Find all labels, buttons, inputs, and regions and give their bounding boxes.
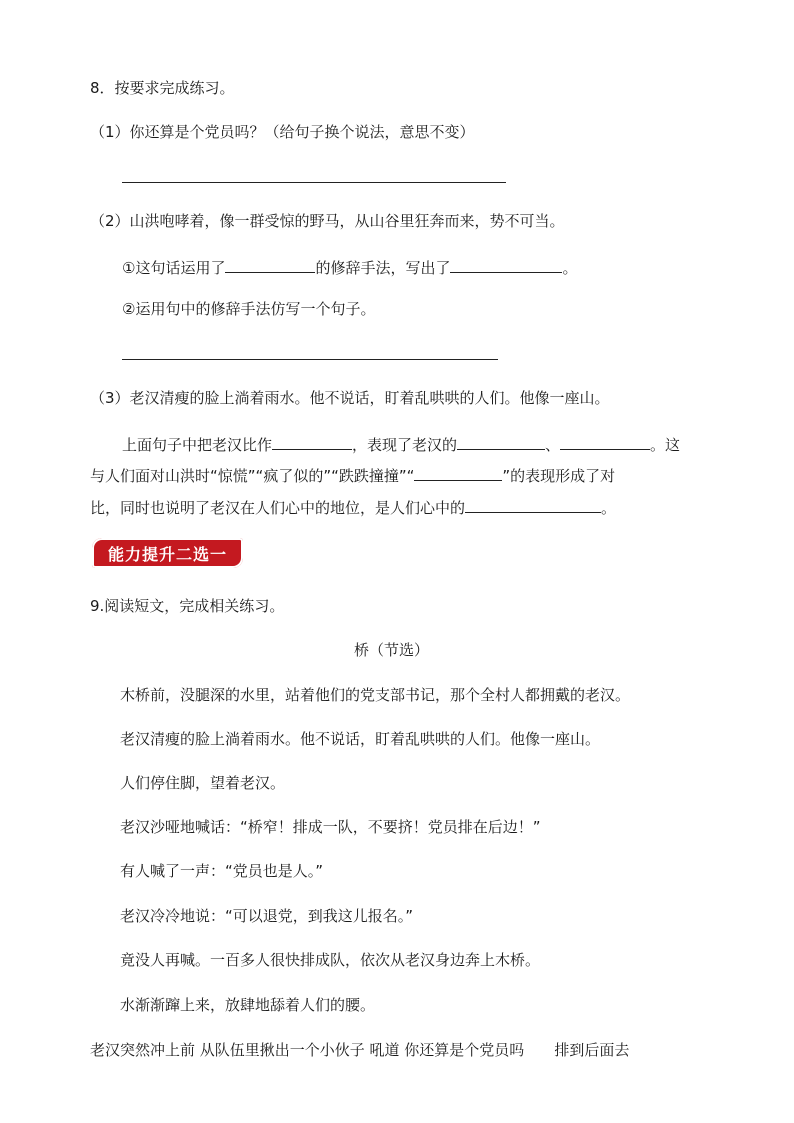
q9-heading: 9.阅读短文，完成相关练习。: [90, 597, 285, 615]
section-banner: 能力提升二选一: [92, 538, 243, 568]
q8-part2a-blank-1[interactable]: [225, 256, 315, 273]
passage-paragraph: 老汉冷冷地说：“可以退党，到我这儿报名。”: [120, 907, 414, 925]
passage-paragraph: 人们停住脚，望着老汉。: [120, 774, 286, 792]
q8-part3-quote: （3）老汉清瘦的脸上淌着雨水。他不说话，盯着乱哄哄的人们。他像一座山。: [90, 389, 610, 407]
q8-part1-answer-line[interactable]: [122, 182, 506, 183]
q8-part3-text-2b: ”的表现形成了对: [502, 467, 616, 485]
q8-part3-text-3a: 比，同时也说明了老汉在人们心中的地位，是人们心中的: [90, 499, 466, 517]
passage-last-line-text-a: 老汉突然冲上前 从队伍里揪出一个小伙子 吼道 你还算是个党员吗: [90, 1041, 525, 1059]
passage-paragraph: 竟没人再喊。一百多人很快排成队，依次从老汉身边奔上木桥。: [120, 951, 541, 969]
q8-part3-blank-4[interactable]: [414, 464, 502, 481]
q8-part3-text-1d: 。这: [650, 436, 681, 454]
q8-part3-line-3: [90, 496, 616, 518]
passage-paragraph: 老汉沙哑地喊话：“桥窄！排成一队，不要挤！党员排在后边！”: [120, 818, 541, 836]
q8-part2a-text-3: 。: [562, 259, 578, 277]
passage-last-line-text-b: 排到后面去: [554, 1041, 630, 1059]
q8-part2b-answer-line[interactable]: [122, 359, 498, 360]
q8-part3-line-2: [90, 464, 615, 486]
q8-heading: 8．按要求完成练习。: [90, 79, 235, 97]
q8-part3-line-1: [122, 433, 680, 455]
passage-last-line: [90, 1040, 629, 1060]
q8-part2-subquestion-2: ②运用句中的修辞手法仿写一个句子。: [122, 300, 376, 318]
passage-paragraph: 水渐渐蹿上来，放肆地舔着人们的腰。: [120, 996, 376, 1014]
q8-part3-blank-2[interactable]: [457, 433, 545, 450]
q8-part3-text-3b: 。: [601, 499, 617, 517]
passage-title: 桥（节选）: [354, 641, 430, 659]
q8-part3-text-1b: ，表现了老汉的: [352, 436, 458, 454]
passage-paragraph: 老汉清瘦的脸上淌着雨水。他不说话，盯着乱哄哄的人们。他像一座山。: [120, 730, 601, 748]
q8-part3-blank-1[interactable]: [272, 433, 352, 450]
passage-paragraph: 木桥前，没腿深的水里，站着他们的党支部书记，那个全村人都拥戴的老汉。: [120, 686, 631, 704]
q8-part2a-blank-2[interactable]: [450, 256, 562, 273]
q8-part2-prompt: （2）山洪咆哮着，像一群受惊的野马，从山谷里狂奔而来，势不可当。: [90, 212, 565, 230]
q8-part3-blank-5[interactable]: [465, 496, 601, 513]
q8-part3-text-1c: 、: [545, 436, 561, 454]
q8-part3-text-2a: 与人们面对山洪时“惊慌”“疯了似的”“跌跌撞撞”“: [90, 467, 415, 485]
q8-part2-subquestion-1: [122, 256, 577, 278]
q8-part2a-text-2: 的修辞手法，写出了: [315, 259, 451, 277]
q8-part1-prompt: （1）你还算是个党员吗？（给句子换个说法，意思不变）: [90, 123, 475, 141]
q8-part2a-text-1: ①这句话运用了: [122, 259, 226, 277]
q8-part3-text-1a: 上面句子中把老汉比作: [122, 436, 273, 454]
q8-part3-blank-3[interactable]: [560, 433, 650, 450]
passage-paragraph: 有人喊了一声：“党员也是人。”: [120, 862, 324, 880]
